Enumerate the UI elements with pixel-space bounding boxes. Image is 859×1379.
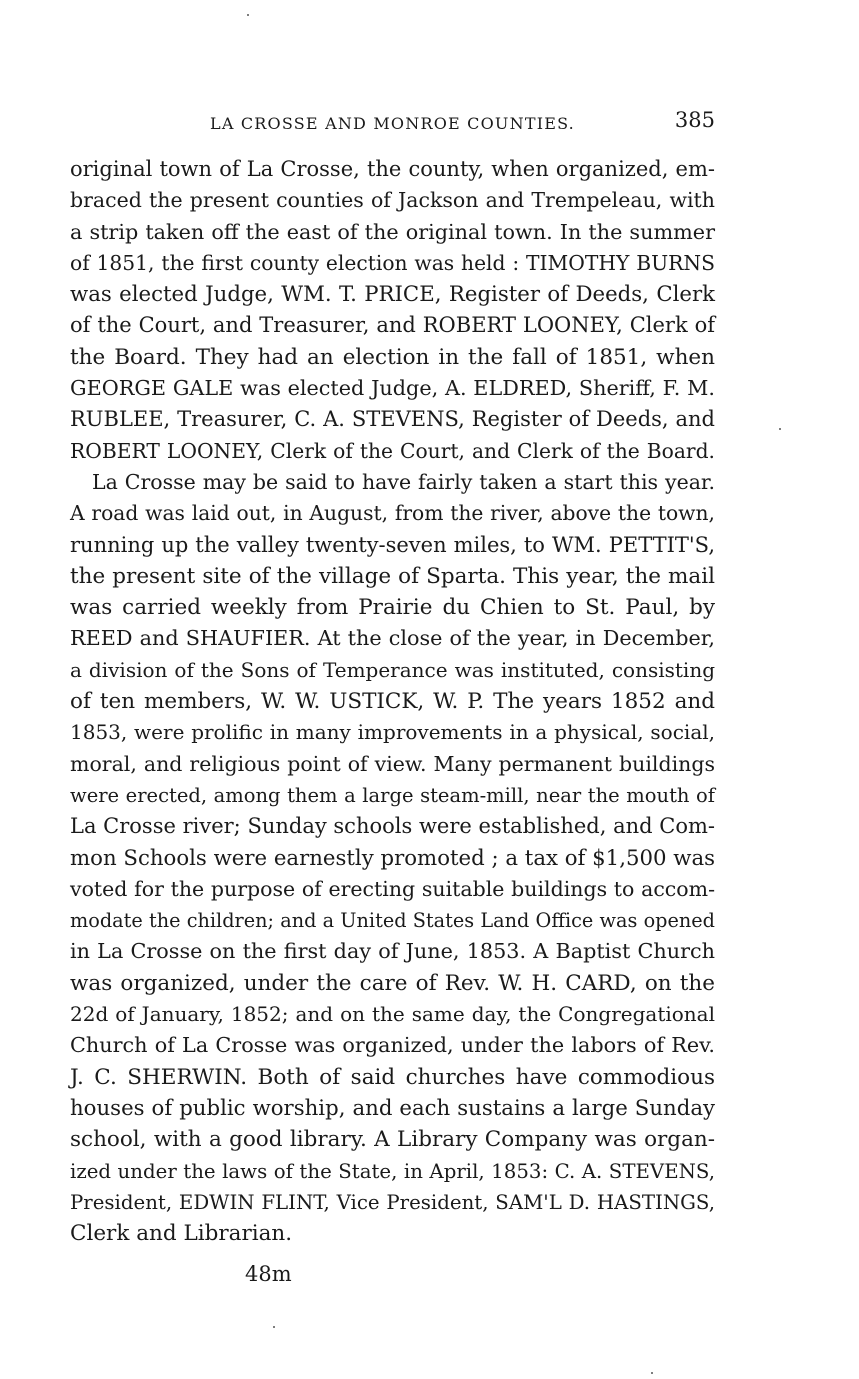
text-line: RUBLEE, Treasurer, C. A. STEVENS, Register of Deeds, and: [70, 407, 715, 432]
text-line: 1853, were prolific in many improvements in a physical, social,: [70, 720, 715, 745]
text-line: was carried weekly from Prairie du Chien to St. Paul, by: [70, 595, 715, 621]
text-line: voted for the purpose of erecting suitable buildings to accom-: [70, 876, 715, 901]
text-line: modate the children; and a United States Land Office was opened: [70, 909, 715, 933]
text-line: a strip taken off the east of the original town. In the summer: [70, 219, 715, 244]
paper-speck: [651, 1372, 653, 1374]
page-number: 385: [674, 108, 715, 132]
body-text: [70, 154, 715, 1249]
text-line: was organized, under the care of Rev. W. H. CARD, on the: [70, 970, 715, 996]
text-line: moral, and religious point of view. Many permanent buildings: [70, 751, 715, 776]
text-line: braced the present counties of Jackson and Trempeleau, with: [70, 188, 715, 213]
text-line: REED and SHAUFIER. At the close of the year, in December,: [70, 626, 715, 651]
text-line: J. C. SHERWIN. Both of said churches have commodious: [70, 1064, 715, 1090]
paragraph-start-line: La Crosse may be said to have fairly taken a start this year.: [92, 469, 715, 494]
text-line: running up the valley twenty-seven miles, to WM. PETTIT'S,: [70, 532, 715, 557]
text-line: Church of La Crosse was organized, under the labors of Rev.: [70, 1033, 715, 1058]
text-line: mon Schools were earnestly promoted ; a tax of $1,500 was: [70, 845, 716, 871]
text-line: President, EDWIN FLINT, Vice President, SAM'L D. HASTINGS,: [70, 1190, 715, 1214]
paper-speck: [273, 1326, 275, 1328]
text-line: the present site of the village of Sparta. This year, the mail: [70, 563, 715, 589]
text-line: GEORGE GALE was elected Judge, A. ELDRED, Sheriff, F. M.: [70, 376, 715, 401]
text-line: A road was laid out, in August, from the river, above the town,: [70, 501, 715, 526]
text-line: in La Crosse on the first day of June, 1853. A Baptist Church: [70, 939, 715, 964]
text-line: La Crosse river; Sunday schools were established, and Com-: [70, 814, 715, 839]
text-line: 22d of January, 1852; and on the same day, the Congregational: [70, 1002, 715, 1027]
text-line: of 1851, the first county election was held : TIMOTHY BURNS: [70, 250, 715, 275]
signature-mark: 48m: [245, 1262, 292, 1286]
text-line: ized under the laws of the State, in April, 1853: C. A. STEVENS,: [70, 1159, 715, 1183]
text-line: the Board. They had an election in the fall of 1851, when: [70, 344, 715, 370]
text-line: a division of the Sons of Temperance was instituted, consisting: [70, 657, 715, 682]
text-line: houses of public worship, and each sustains a large Sunday: [70, 1095, 715, 1121]
paper-speck: [779, 428, 781, 430]
text-line: of the Court, and Treasurer, and ROBERT LOONEY, Clerk of: [70, 313, 715, 338]
paper-speck: [247, 14, 249, 16]
running-title: LA CROSSE AND MONROE COUNTIES.: [210, 114, 575, 133]
text-line: school, with a good library. A Library Company was organ-: [70, 1127, 715, 1153]
text-line: ROBERT LOONEY, Clerk of the Court, and Clerk of the Board.: [70, 438, 715, 463]
text-line: original town of La Crosse, the county, when organized, em-: [70, 157, 715, 181]
running-head: [70, 108, 715, 138]
text-line: of ten members, W. W. USTICK, W. P. The years 1852 and: [70, 689, 715, 715]
text-line: was elected Judge, WM. T. PRICE, Register of Deeds, Clerk: [70, 282, 715, 308]
text-line: Clerk and Librarian.: [70, 1221, 293, 1247]
text-line: were erected, among them a large steam-mill, near the mouth of: [70, 783, 715, 807]
